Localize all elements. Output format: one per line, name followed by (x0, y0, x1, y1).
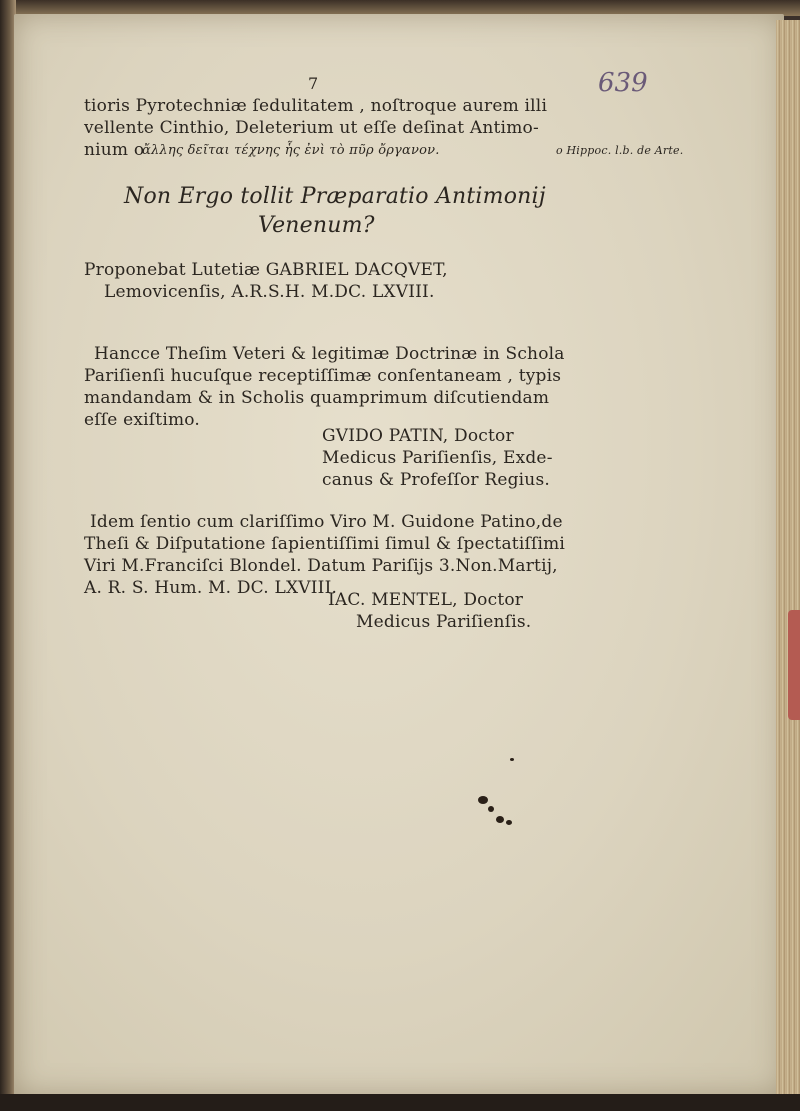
intro-line-1: tioris Pyrotechniæ ſedulitatem , noſtroque aurem illi (84, 96, 548, 116)
approval-line-1: Hancce Theſim Veteri & legitimæ Doctrinæ in Schola (94, 344, 565, 364)
greek-quote: ἄλλης δεῖται τέχνης ἧς ἐνὶ τὸ πῦρ ὄργανον. (142, 143, 440, 158)
proponebat-line-1: Proponebat Lutetiæ GABRIEL DACQVET, (84, 260, 448, 280)
handwritten-folio-number: 639 (598, 68, 648, 98)
paper-page (14, 14, 784, 1096)
signature-2-line-1: IAC. MENTEL, Doctor (328, 590, 524, 610)
approval-line-4: eſſe exiſtimo. (84, 410, 201, 430)
second-approval-line-2: Theſi & Diſputatione ſapientiſſimi ſimul & ſpectatiſſimi (84, 534, 566, 554)
page-number: 7 (308, 74, 319, 93)
ink-stain (478, 796, 488, 804)
second-approval-line-3: Viri M.Franciſci Blondel. Datum Pariſijs 3.Non.Martij, (84, 556, 558, 576)
signature-1-line-3: canus & Profeſſor Regius. (322, 470, 550, 490)
thesis-title-line-1: Non Ergo tollit Præparatio Antimonij (124, 184, 546, 209)
signature-2-line-2: Medicus Pariſienſis. (356, 612, 532, 632)
ink-stain (496, 816, 504, 823)
ink-stain (488, 806, 494, 812)
proponebat-line-2: Lemovicenſis, A.R.S.H. M.DC. LXVIII. (104, 282, 435, 302)
intro-line-3-start: nium o (84, 140, 145, 160)
second-approval-line-1: Idem ſentio cum clariſſimo Viro M. Guidone Patino,de (90, 512, 563, 532)
thesis-title-line-2: Venenum? (258, 213, 375, 238)
book-bottom-edge (0, 1094, 800, 1111)
ink-stain (506, 820, 512, 825)
approval-line-2: Pariſienſi hucuſque receptiſſimæ conſentaneam , typis (84, 366, 562, 386)
approval-line-3: mandandam & in Scholis quamprimum diſcutiendam (84, 388, 550, 408)
page-stack-edge (776, 20, 800, 1095)
margin-citation: o Hippoc. l.b. de Arte. (556, 144, 684, 157)
signature-1-line-1: GVIDO PATIN, Doctor (322, 426, 514, 446)
signature-1-line-2: Medicus Pariſienſis, Exde- (322, 448, 553, 468)
ink-speck (510, 758, 514, 761)
second-approval-line-4: A. R. S. Hum. M. DC. LXVIII. (84, 578, 338, 598)
red-bookmark (788, 610, 800, 720)
intro-line-2: vellente Cinthio, Deleterium ut eſſe deſinat Antimo- (84, 118, 539, 138)
